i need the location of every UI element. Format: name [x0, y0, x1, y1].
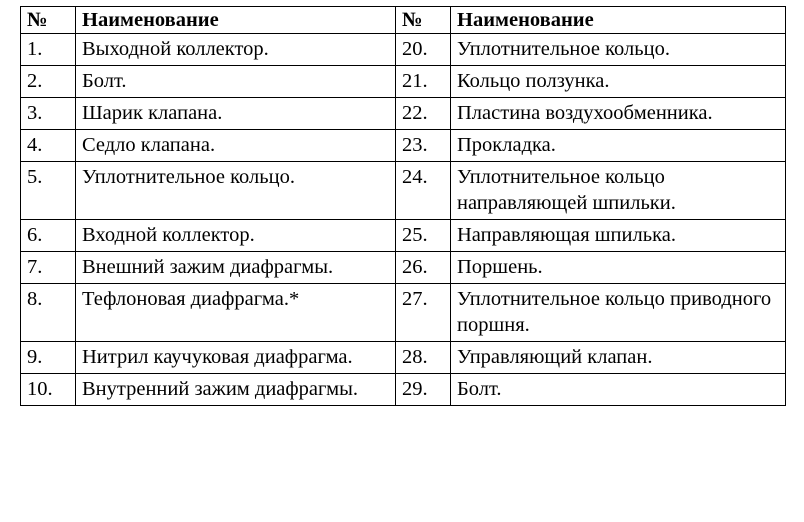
row-number-left: 9. — [21, 342, 76, 374]
row-number-right: 26. — [396, 252, 451, 284]
row-number-left: 7. — [21, 252, 76, 284]
row-name-left: Тефлоновая диафрагма.* — [76, 284, 396, 342]
table-row — [21, 342, 786, 374]
header-number-left: № — [21, 7, 76, 34]
row-number-left: 2. — [21, 66, 76, 98]
parts-table — [20, 6, 786, 406]
row-number-left: 8. — [21, 284, 76, 342]
row-name-right: Уплотнительное кольцо приводного поршня. — [451, 284, 786, 342]
header-name-left: Наименование — [76, 7, 396, 34]
table-row — [21, 34, 786, 66]
row-number-left: 1. — [21, 34, 76, 66]
row-number-left: 10. — [21, 374, 76, 406]
row-number-left: 6. — [21, 220, 76, 252]
row-name-right: Направляющая шпилька. — [451, 220, 786, 252]
row-number-right: 20. — [396, 34, 451, 66]
table-row — [21, 284, 786, 342]
header-row — [21, 7, 786, 34]
row-name-left: Внутренний зажим диафрагмы. — [76, 374, 396, 406]
table-row — [21, 98, 786, 130]
table-row — [21, 374, 786, 406]
row-name-left: Шарик клапана. — [76, 98, 396, 130]
row-name-right: Болт. — [451, 374, 786, 406]
row-name-right: Прокладка. — [451, 130, 786, 162]
table-row — [21, 220, 786, 252]
row-name-left: Выходной коллектор. — [76, 34, 396, 66]
row-number-right: 27. — [396, 284, 451, 342]
row-name-left: Нитрил каучуковая диафрагма. — [76, 342, 396, 374]
row-number-left: 4. — [21, 130, 76, 162]
row-number-right: 24. — [396, 162, 451, 220]
row-name-left: Уплотнительное кольцо. — [76, 162, 396, 220]
row-name-right: Пластина воздухообменника. — [451, 98, 786, 130]
row-name-left: Внешний зажим диафрагмы. — [76, 252, 396, 284]
row-name-right: Уплотнительное кольцо направляющей шпильки. — [451, 162, 786, 220]
row-number-right: 28. — [396, 342, 451, 374]
row-number-left: 3. — [21, 98, 76, 130]
row-name-left: Седло клапана. — [76, 130, 396, 162]
row-number-right: 22. — [396, 98, 451, 130]
header-number-right: № — [396, 7, 451, 34]
row-number-left: 5. — [21, 162, 76, 220]
row-number-right: 25. — [396, 220, 451, 252]
row-number-right: 29. — [396, 374, 451, 406]
table-row — [21, 66, 786, 98]
table-row — [21, 162, 786, 220]
row-number-right: 21. — [396, 66, 451, 98]
table-row — [21, 252, 786, 284]
row-name-left: Входной коллектор. — [76, 220, 396, 252]
row-name-right: Уплотнительное кольцо. — [451, 34, 786, 66]
row-name-right: Поршень. — [451, 252, 786, 284]
row-name-right: Управляющий клапан. — [451, 342, 786, 374]
row-name-left: Болт. — [76, 66, 396, 98]
row-name-right: Кольцо ползунка. — [451, 66, 786, 98]
row-number-right: 23. — [396, 130, 451, 162]
table-row — [21, 130, 786, 162]
header-name-right: Наименование — [451, 7, 786, 34]
